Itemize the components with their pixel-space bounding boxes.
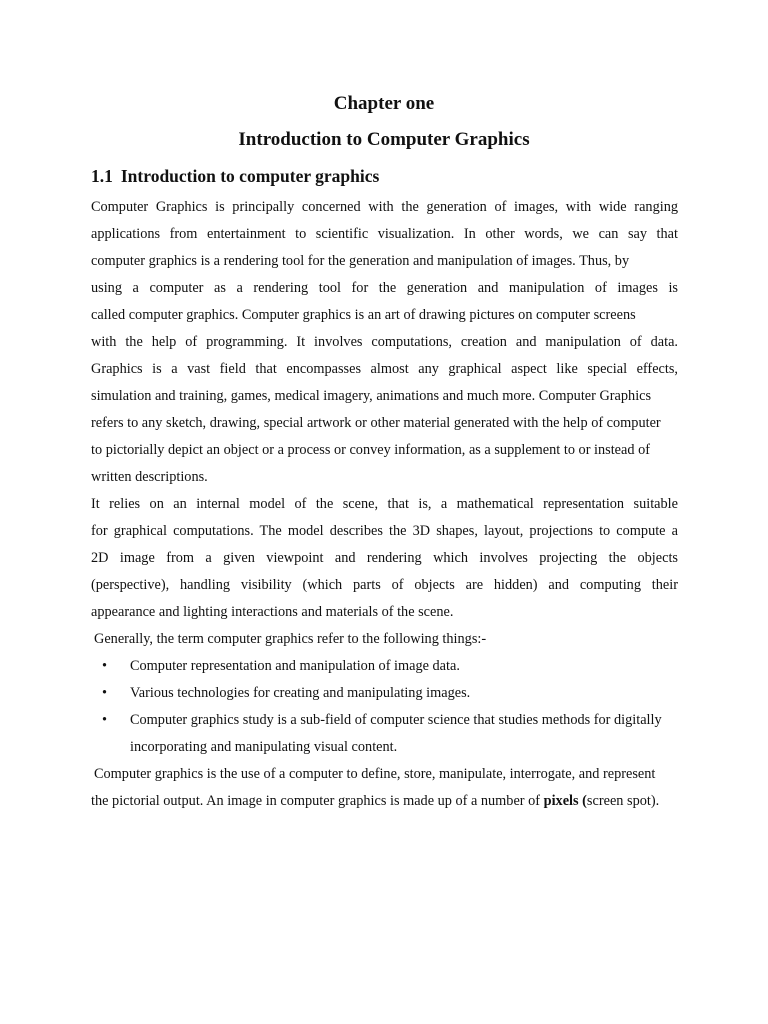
- list-item-text: Computer representation and manipulation of image data.: [130, 658, 460, 674]
- paragraph-line: Computer Graphics is principally concerned with the generation of images, with wide ranging: [91, 199, 678, 215]
- bullet-icon: •: [102, 712, 108, 728]
- paragraph-1: [91, 194, 678, 491]
- pixels-term: pixels (: [543, 793, 587, 809]
- paragraph-line: written descriptions.: [91, 469, 208, 485]
- list-item-continuation: incorporating and manipulating visual content.: [130, 739, 398, 755]
- list-item: [91, 653, 678, 680]
- paragraph-line: called computer graphics. Computer graphics is an art of drawing pictures on computer screens: [91, 307, 636, 323]
- paragraph-line: refers to any sketch, drawing, special artwork or other material generated with the help of computer: [91, 415, 661, 431]
- paragraph-line: 2D image from a given viewpoint and rendering which involves projecting the objects: [91, 550, 678, 566]
- paragraph-2: [91, 491, 678, 626]
- list-intro: Generally, the term computer graphics refer to the following things:-: [94, 631, 487, 647]
- chapter-label: Chapter one: [333, 93, 435, 114]
- paragraph-line: using a computer as a rendering tool for the generation and manipulation of images is: [91, 280, 678, 296]
- paragraph-line: applications from entertainment to scientific visualization. In other words, we can say that: [91, 226, 678, 242]
- paragraph-line: [91, 788, 678, 815]
- bullet-icon: •: [102, 685, 108, 701]
- paragraph-text: the pictorial output. An image in computer graphics is made up of a number of: [91, 793, 544, 809]
- bullet-list: [91, 653, 678, 761]
- paragraph-line: appearance and lighting interactions and materials of the scene.: [91, 604, 454, 620]
- chapter-title: Introduction to Computer Graphics: [238, 129, 530, 150]
- paragraph-line: Graphics is a vast field that encompasses almost any graphical aspect like special effects,: [91, 361, 678, 377]
- paragraph-text: screen spot).: [586, 793, 660, 809]
- bullet-icon: •: [102, 658, 108, 674]
- section-title: Introduction to computer graphics: [120, 166, 380, 186]
- document-body: [91, 194, 678, 815]
- section-number: 1.1: [91, 166, 113, 186]
- list-item-text: Various technologies for creating and manipulating images.: [130, 685, 471, 701]
- paragraph-line: computer graphics is a rendering tool for the generation and manipulation of images. Thus, by: [91, 253, 630, 269]
- paragraph-line: (perspective), handling visibility (which parts of objects are hidden) and computing their: [91, 577, 678, 593]
- paragraph-line: Computer graphics is the use of a computer to define, store, manipulate, interrogate, and represent: [94, 766, 656, 782]
- paragraph-3: [91, 761, 678, 815]
- paragraph-line: simulation and training, games, medical imagery, animations and much more. Computer Graphics: [91, 388, 652, 404]
- paragraph-line: for graphical computations. The model describes the 3D shapes, layout, projections to compute a: [91, 523, 678, 539]
- paragraph-line: to pictorially depict an object or a process or convey information, as a supplement to or instead of: [91, 442, 651, 458]
- list-item: [91, 707, 678, 734]
- list-item: [91, 680, 678, 707]
- paragraph-line: with the help of programming. It involves computations, creation and manipulation of data.: [91, 334, 678, 350]
- section-heading: [91, 166, 379, 187]
- paragraph-line: It relies on an internal model of the scene, that is, a mathematical representation suitable: [91, 496, 678, 512]
- list-item-text: Computer graphics study is a sub-field of computer science that studies methods for digitally: [130, 712, 662, 728]
